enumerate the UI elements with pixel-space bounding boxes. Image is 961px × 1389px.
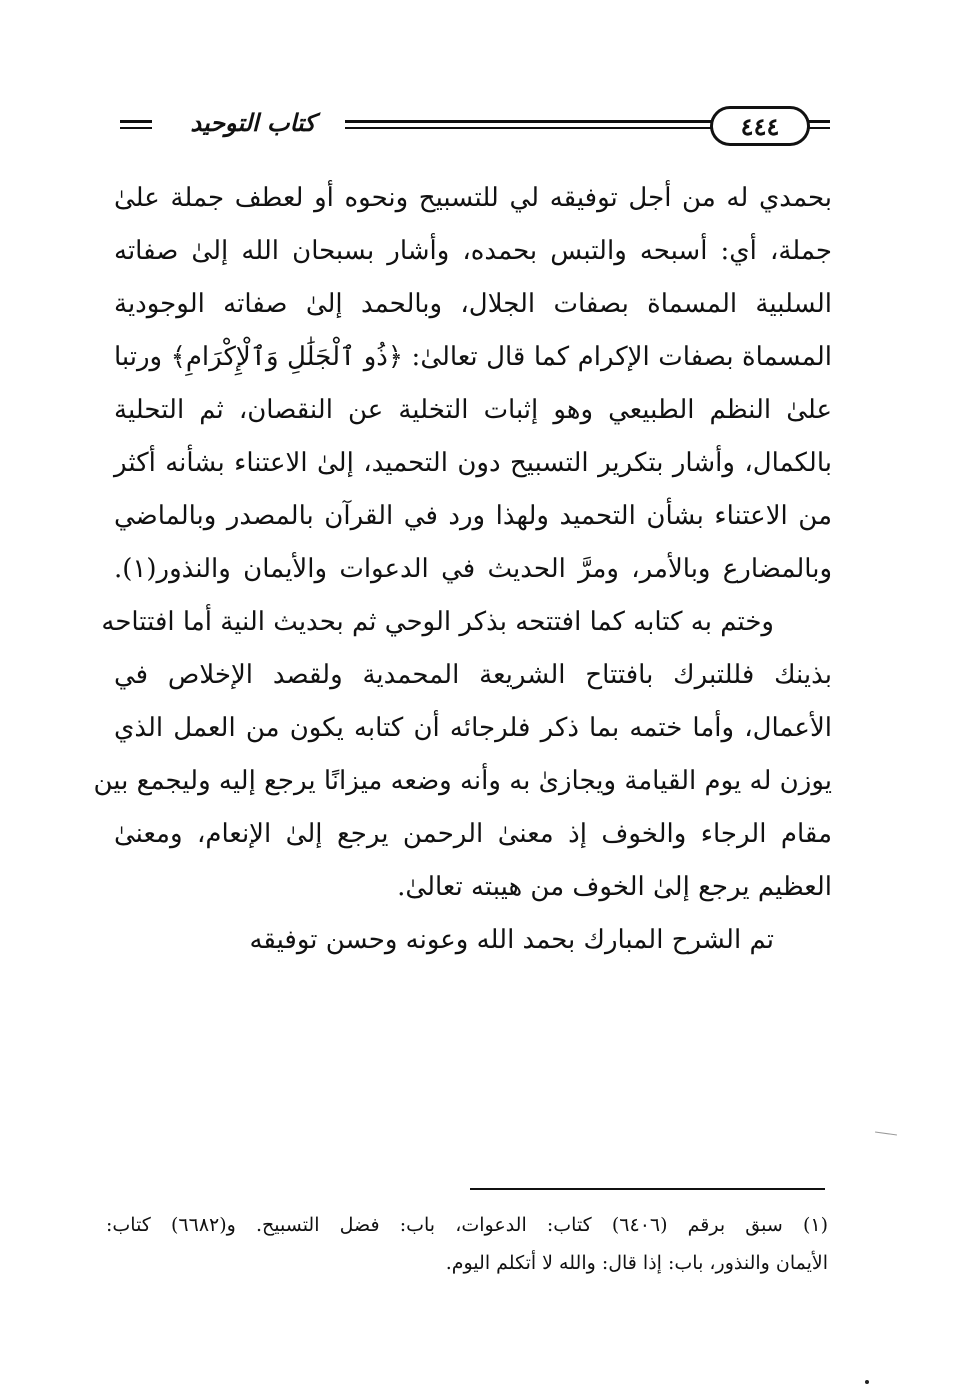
body-line: بالكمال، وأشار بتكرير التسبيح دون التحميد، إلىٰ الاعتناء بشأنه أكثر xyxy=(114,448,832,478)
body-line: العظيم يرجع إلىٰ الخوف من هيبته تعالىٰ. xyxy=(397,872,832,902)
footnote xyxy=(106,1206,828,1282)
body-line: علىٰ النظم الطبيعي وهو إثبات التخلية عن النقصان، ثم التحلية xyxy=(114,395,832,425)
footnote-separator xyxy=(470,1188,825,1190)
footnote-line: (١) سبق برقم (٦٤٠٦) كتاب: الدعوات، باب: فضل التسبيح. و(٦٦٨٢) كتاب: xyxy=(106,1214,828,1236)
page-header xyxy=(110,104,830,150)
body-line: جملة، أي: أسبحه والتبس بحمده، وأشار بسبحان الله إلىٰ صفاته xyxy=(114,236,832,266)
footnote-line: الأيمان والنذور، باب: إذا قال: والله لا أتكلم اليوم. xyxy=(445,1252,828,1274)
header-rule-short xyxy=(120,120,152,129)
page-number: ٤٤٤ xyxy=(710,106,810,146)
scan-artifact xyxy=(865,1380,869,1384)
body-line: مقام الرجاء والخوف إذ معنىٰ الرحمن يرجع إلىٰ الإنعام، ومعنىٰ xyxy=(114,819,832,849)
body-line: السلبية المسماة بصفات الجلال، وبالحمد إلىٰ صفاته الوجودية xyxy=(114,289,832,319)
closing-line: تم الشرح المبارك بحمد الله وعونه وحسن توفيقه xyxy=(249,925,774,955)
body-line: بذينك فللتبرك بافتتاح الشريعة المحمدية ولقصد الإخلاص في xyxy=(114,660,832,690)
book-title: كتاب التوحيد xyxy=(190,108,316,137)
scan-artifact xyxy=(875,1131,897,1135)
body-line: بحمدي له من أجل توفيقه لي للتسبيح ونحوه أو لعطف جملة علىٰ xyxy=(114,183,832,213)
body-line: من الاعتناء بشأن التحميد ولهذا ورد في القرآن بالمصدر وبالماضي xyxy=(114,501,832,531)
body-line: يوزن له يوم القيامة ويجازىٰ به وأنه وضعه ميزانًا يرجع إليه وليجمع بين xyxy=(93,766,832,796)
body-line: وبالمضارع وبالأمر، ومرَّ الحديث في الدعوات والأيمان والنذور(١). xyxy=(114,554,832,584)
body-text xyxy=(93,172,832,967)
body-line: المسماة بصفات الإكرام كما قال تعالىٰ: ﴿ذُو ٱلْجَلَٰلِ وَٱلْإِكْرَامِ﴾ ورتبا xyxy=(114,342,832,372)
body-line: الأعمال، وأما ختمه بما ذكر فلرجائه أن كتابه يكون من العمل الذي xyxy=(114,713,832,743)
body-line: وختم به كتابه كما افتتحه بذكر الوحي ثم بحديث النية أما افتتاحه xyxy=(101,607,774,637)
